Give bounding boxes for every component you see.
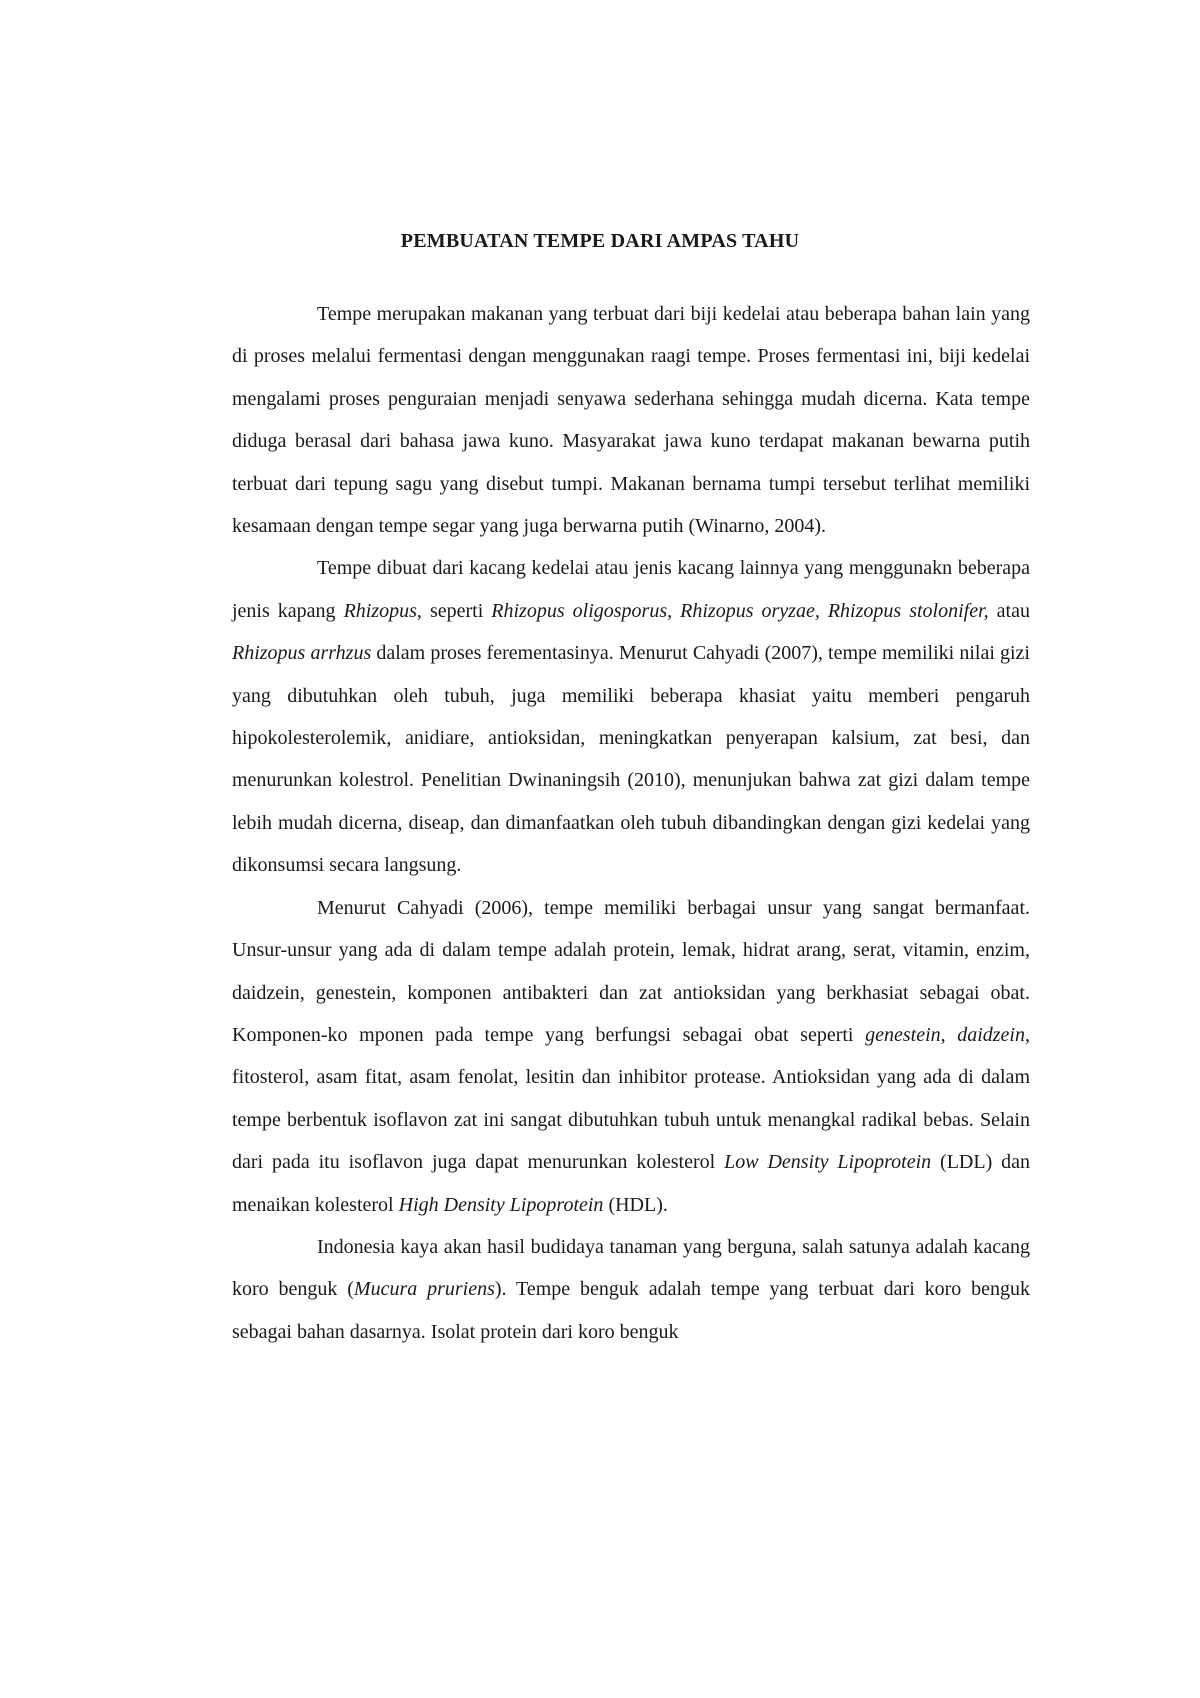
term-hdl: High Density Lipoprotein <box>398 1193 604 1216</box>
paragraph-1-text: Tempe merupakan makanan yang terbuat dari biji kedelai atau beberapa bahan lain yang di proses melalui fermentasi dengan menggunakan raagi tempe. Proses fermentasi ini, biji kedelai mengalami proses penguraian menjadi senyawa sederhana sehingga mudah dicerna. Kata tempe diduga berasal dari bahasa jawa kuno. Masyarakat jawa kuno terdapat makanan bewarna putih terbuat dari tepung sagu yang disebut tumpi. Makanan bernama tumpi tersebut terlihat memiliki kesamaan dengan tempe segar yang juga berwarna putih (Winarno, 2004). <box>232 303 1030 538</box>
species-name: Rhizopus <box>343 599 417 622</box>
text-segment: Menurut Cahyadi (2006), tempe memiliki berbagai unsur yang sangat bermanfaat. Unsur-unsur yang ada di dalam tempe adalah protein, lemak, hidrat arang, serat, vitamin, enzim, daidzein, genestein, komponen antibakteri dan zat antioksidan yang berkhasiat sebagai obat. Komponen-ko mponen pada tempe yang berfungsi sebagai obat seperti <box>232 896 1030 1046</box>
text-segment: atau <box>988 599 1030 622</box>
compound-names: genestein, daidzein, <box>865 1023 1030 1046</box>
document-title: PEMBUATAN TEMPE DARI AMPAS TAHU <box>400 230 800 252</box>
species-name: Rhizopus oligosporus, Rhizopus oryzae, Rhizopus stolonifer, <box>491 599 989 622</box>
paragraph-2 <box>232 547 1030 886</box>
text-segment: Tempe dibuat dari kacang kedelai atau jenis kacang lainnya yang menggunakn beberapa jenis kapang <box>232 557 1030 622</box>
document-body <box>232 293 1030 1353</box>
paragraph-3 <box>232 887 1030 1226</box>
species-name: Mucura pruriens <box>353 1278 495 1301</box>
paragraph-4 <box>232 1226 1030 1353</box>
text-segment: , seperti <box>416 599 492 622</box>
term-ldl: Low Density Lipoprotein <box>724 1151 932 1174</box>
text-segment: dalam proses ferementasinya. Menurut Cahyadi (2007), tempe memiliki nilai gizi yang dibutuhkan oleh tubuh, juga memiliki beberapa khasiat yaitu memberi pengaruh hipokolesterolemik, anidiare, antioksidan, meningkatkan penyerapan kalsium, zat besi, dan menurunkan kolestrol. Penelitian Dwinaningsih (2010), menunjukan bahwa zat gizi dalam tempe lebih mudah dicerna, diseap, dan dimanfaatkan oleh tubuh dibandingkan dengan gizi kedelai yang dikonsumsi secara langsung. <box>232 642 1030 877</box>
species-name: Rhizopus arrhzus <box>232 642 372 665</box>
text-segment: fitosterol, asam fitat, asam fenolat, lesitin dan inhibitor protease. Antioksidan yang ada di dalam tempe berbentuk isoflavon zat ini sangat dibutuhkan tubuh untuk menangkal radikal bebas. Selain dari pada itu isoflavon juga dapat menurunkan kolesterol <box>232 1066 1030 1174</box>
paragraph-1 <box>232 293 1030 547</box>
text-segment: (HDL). <box>603 1193 668 1216</box>
text-segment: Indonesia kaya akan hasil budidaya tanaman yang berguna, salah satunya adalah kacang koro benguk ( <box>232 1235 1030 1301</box>
text-segment: ). Tempe benguk adalah tempe yang terbuat dari koro benguk sebagai bahan dasarnya. Isolat protein dari koro benguk <box>232 1278 1030 1343</box>
text-segment: (LDL) dan menaikan kolesterol <box>232 1151 1030 1216</box>
